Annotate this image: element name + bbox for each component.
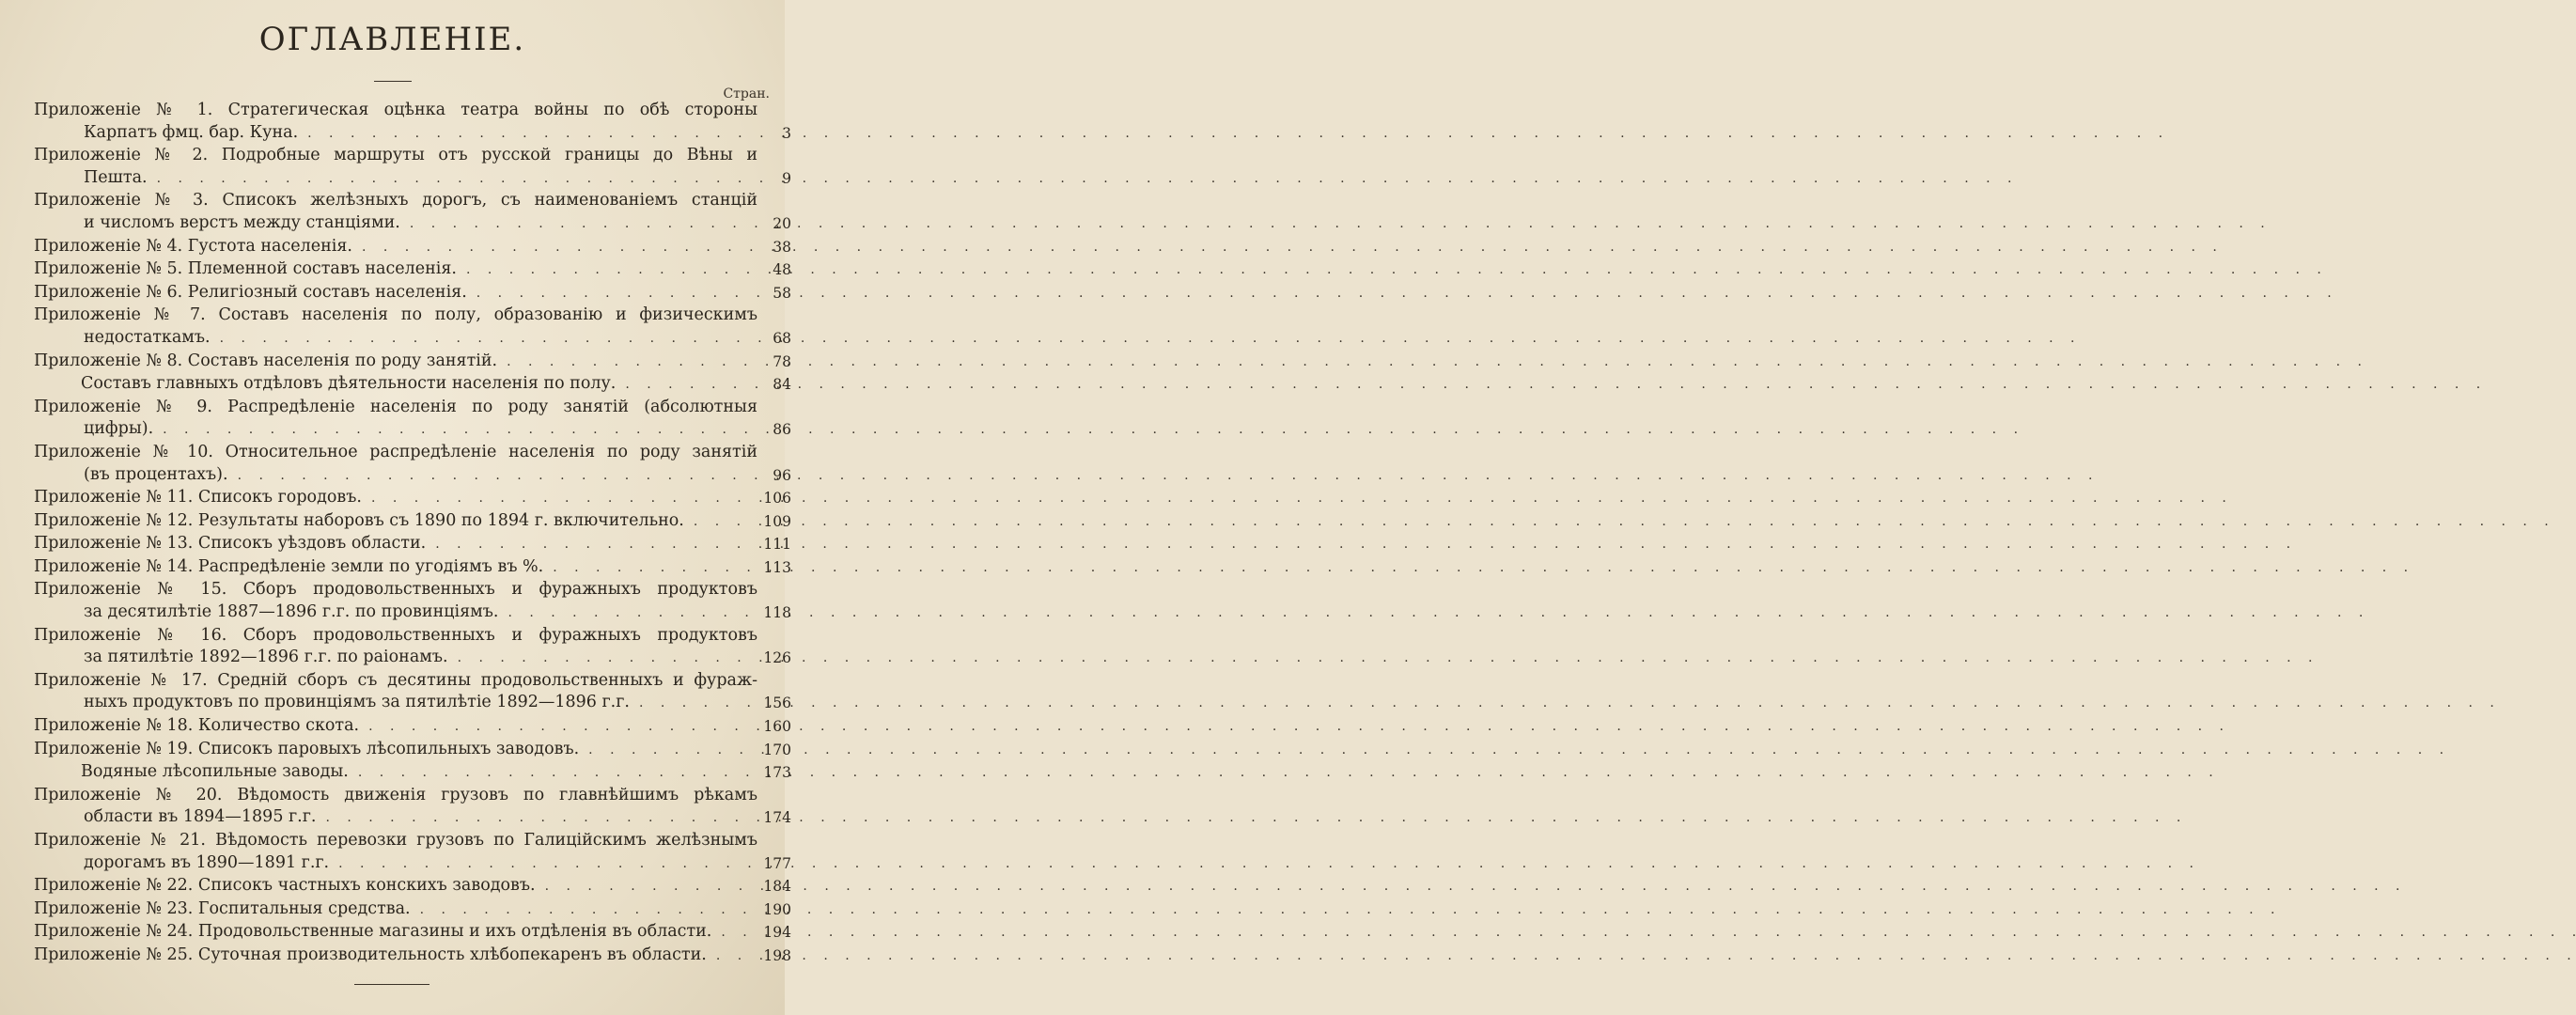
toc-entry-text: Приложеніе № 21. Вѣдомость перевозки грузовъ по Галиційскимъ желѣзнымъ	[34, 831, 757, 850]
toc-page-number: 173	[763, 764, 791, 782]
toc-entry-text: цифры).	[84, 419, 154, 439]
toc-entry-line	[34, 692, 757, 715]
dot-leader	[362, 237, 2217, 259]
dot-leader	[420, 899, 2275, 922]
toc-entry-text: Приложеніе № 23. Госпитальныя средства.	[34, 898, 411, 918]
toc-page-number: 106	[763, 490, 791, 508]
dot-leader	[307, 123, 2162, 146]
toc-entry-line	[34, 282, 757, 305]
toc-page-number: 177	[763, 854, 791, 872]
toc-entry-line	[34, 921, 757, 945]
dot-leader	[435, 534, 2290, 556]
toc-entry-line	[34, 647, 757, 670]
toc-entry-line	[34, 945, 757, 968]
toc-entry-line	[34, 442, 757, 464]
toc-entry-text: Приложеніе № 10. Относительное распредѣленіе населенія по роду занятій	[34, 442, 757, 461]
toc-entry-text: Приложеніе № 18. Количество скота.	[34, 716, 360, 736]
toc-entry	[34, 510, 791, 534]
toc-entry-text: Приложеніе № 19. Списокъ паровыхъ лѣсопильныхъ заводовъ.	[34, 739, 580, 758]
page-column-header: Стран.	[723, 86, 770, 102]
dot-leader	[721, 922, 2576, 945]
toc-entry-line	[34, 100, 757, 122]
toc-entry	[34, 739, 791, 762]
toc-entry-text: дорогамъ въ 1890—1891 г.г.	[84, 852, 330, 872]
toc-entry-line	[34, 304, 757, 327]
toc-entry-line	[34, 875, 757, 898]
toc-page-number: 190	[763, 900, 791, 918]
toc-page-number: 86	[773, 421, 791, 439]
dot-leader	[588, 740, 2443, 762]
dot-leader	[163, 419, 2018, 442]
toc-entry-line	[34, 145, 757, 167]
toc-entry-text: Приложеніе № 6. Религіозный составъ населенія.	[34, 282, 467, 302]
dot-leader	[458, 648, 2313, 670]
toc-entry-text: за десятилѣтіе 1887—1896 г.г. по провинціямъ.	[84, 602, 499, 622]
toc-entry-line	[34, 830, 757, 852]
toc-entry-line	[34, 715, 757, 739]
toc-entry-line	[34, 601, 757, 625]
toc-entry-text: Приложеніе № 20. Вѣдомость движенія грузовъ по главнѣйшимъ рѣкамъ	[34, 785, 757, 804]
toc-entry-line	[34, 739, 757, 762]
toc-page-number: 174	[763, 809, 791, 827]
toc-entry-text: Приложеніе № 13. Списокъ уѣздовъ области.	[34, 534, 427, 554]
dot-leader	[553, 557, 2408, 580]
toc-entry-line	[34, 761, 757, 785]
toc-entry-line	[34, 236, 757, 259]
toc-entry-text: Приложеніе № 12. Результаты наборовъ съ 1890 по 1894 г. включительно.	[34, 510, 684, 530]
dot-leader	[716, 945, 2571, 968]
toc-entry-line	[34, 852, 757, 876]
dot-leader	[639, 693, 2494, 715]
toc-entry-text: (въ процентахъ).	[84, 464, 228, 484]
toc-page-number: 78	[773, 352, 791, 370]
toc-entry-text: Приложеніе № 16. Сборъ продовольственныхъ и фуражныхъ продуктовъ	[34, 625, 757, 645]
page-title: ОГЛАВЛЕНІЕ.	[258, 21, 526, 58]
book-page	[0, 0, 791, 1015]
toc-page-number: 109	[763, 512, 791, 530]
toc-entry	[34, 556, 791, 580]
toc-entry-text: Приложеніе № 7. Составъ населенія по полу, образованію и физическимъ	[34, 305, 757, 325]
dot-leader	[476, 283, 2332, 305]
toc-entry	[34, 875, 791, 898]
toc-entry-line	[34, 327, 757, 351]
dot-leader	[238, 465, 2093, 488]
toc-page-number: 38	[773, 238, 791, 256]
toc-entry	[34, 397, 791, 442]
toc-page-number: 111	[763, 536, 791, 554]
toc-entry-line	[34, 898, 757, 922]
toc-entry-line	[34, 397, 757, 419]
toc-entry-text: недостаткамъ.	[84, 327, 211, 347]
toc-entry-text: Приложеніе № 25. Суточная производительность хлѣбопекаренъ въ области.	[34, 945, 707, 964]
toc-entry	[34, 945, 791, 968]
toc-entry	[34, 258, 791, 282]
toc-entry	[34, 373, 791, 397]
toc-page-number: 68	[773, 329, 791, 347]
toc-entry-line	[34, 625, 757, 648]
toc-entry	[34, 785, 791, 830]
toc-page-number: 3	[782, 124, 791, 142]
bottom-rule	[354, 984, 429, 985]
toc-entry	[34, 487, 791, 510]
toc-entry-text: Приложеніе № 9. Распредѣленіе населенія по роду занятій (абсолютныя	[34, 397, 757, 416]
dot-leader	[694, 511, 2549, 534]
toc-entry	[34, 715, 791, 739]
toc-entry	[34, 625, 791, 670]
toc-entry-line	[34, 373, 757, 397]
toc-page-number: 184	[763, 878, 791, 896]
dot-leader	[545, 876, 2400, 898]
toc-entry-line	[34, 418, 757, 442]
dot-leader	[371, 488, 2226, 510]
toc-page-number: 126	[763, 649, 791, 667]
toc-entry-text: ныхъ продуктовъ по провинціямъ за пятилѣтіе 1892—1896 г.г.	[84, 693, 630, 712]
toc-entry-line	[34, 510, 757, 534]
toc-entry	[34, 100, 791, 145]
toc-entry-text: Приложеніе № 15. Сборъ продовольственныхъ и фуражныхъ продуктовъ	[34, 580, 757, 600]
toc-entry-line	[34, 806, 757, 830]
toc-entry-text: Приложеніе № 17. Средній сборъ съ десятины продовольственныхъ и фураж-	[34, 670, 757, 690]
toc-entry	[34, 533, 791, 556]
toc-page-number: 118	[763, 604, 791, 622]
toc-page-number: 113	[763, 558, 791, 576]
toc-entry-text: области въ 1894—1895 г.г.	[84, 807, 317, 827]
toc-entry-text: Пешта.	[84, 167, 148, 187]
toc-entry-line	[34, 351, 757, 374]
toc-page-number: 194	[763, 924, 791, 942]
toc-entry-line	[34, 190, 757, 212]
toc-page-number: 20	[773, 214, 791, 232]
toc-page-number: 170	[763, 741, 791, 758]
toc-page-number: 198	[763, 946, 791, 964]
toc-entry	[34, 190, 791, 235]
toc-entry-line	[34, 670, 757, 693]
toc-entry-text: за пятилѣтіе 1892—1896 г.г. по раіонамъ.	[84, 648, 448, 667]
toc-entry-line	[34, 212, 757, 236]
toc-entry	[34, 579, 791, 624]
toc-page-number: 48	[773, 261, 791, 279]
dot-leader	[325, 807, 2180, 830]
toc-entry-text: Приложеніе № 4. Густота населенія.	[34, 236, 352, 256]
toc-entry	[34, 236, 791, 259]
dot-leader	[338, 853, 2194, 876]
toc-page-number: 96	[773, 466, 791, 484]
dot-leader	[157, 168, 2012, 191]
toc-entry-line	[34, 464, 757, 488]
toc-entry	[34, 761, 791, 785]
toc-entry-line	[34, 167, 757, 191]
toc-page-number: 9	[782, 169, 791, 187]
dot-leader	[466, 259, 2321, 282]
toc-entry	[34, 670, 791, 715]
table-of-contents	[34, 100, 791, 968]
dot-leader	[368, 716, 2224, 739]
toc-entry-text: Составъ главныхъ отдѣловъ дѣятельности населенія по полу.	[81, 374, 617, 394]
toc-entry	[34, 921, 791, 945]
toc-entry	[34, 442, 791, 487]
toc-entry	[34, 145, 791, 190]
toc-entry-line	[34, 556, 757, 580]
toc-entry-line	[34, 487, 757, 510]
toc-entry-text: Приложеніе № 8. Составъ населенія по роду занятій.	[34, 351, 498, 370]
dot-leader	[220, 328, 2075, 351]
toc-entry-line	[34, 122, 757, 146]
toc-entry-text: Приложеніе № 1. Стратегическая оцѣнка театра войны по обѣ стороны	[34, 101, 757, 119]
dot-leader	[358, 762, 2213, 785]
toc-entry-text: Приложеніе № 22. Списокъ частныхъ конскихъ заводовъ.	[34, 876, 536, 896]
toc-entry	[34, 282, 791, 305]
toc-entry-text: Приложеніе № 2. Подробные маршруты отъ русской границы до Вѣны и	[34, 146, 757, 165]
toc-entry-line	[34, 533, 757, 556]
title-rule	[374, 81, 412, 82]
toc-entry-text: Карпатъ фмц. бар. Куна.	[84, 122, 299, 142]
dot-leader	[410, 213, 2265, 236]
toc-entry-text: Приложеніе № 11. Списокъ городовъ.	[34, 488, 362, 508]
toc-page-number: 58	[773, 284, 791, 302]
toc-entry-text: Водяные лѣсопильные заводы.	[81, 762, 349, 782]
toc-entry-line	[34, 258, 757, 282]
toc-entry-line	[34, 579, 757, 601]
toc-entry-text: Приложеніе № 14. Распредѣленіе земли по угодіямъ въ %.	[34, 556, 544, 576]
toc-entry	[34, 898, 791, 922]
toc-page-number: 84	[773, 376, 791, 394]
toc-page-number: 156	[763, 695, 791, 712]
toc-entry-text: Приложеніе № 5. Племенной составъ населенія.	[34, 259, 457, 279]
toc-entry-text: Приложеніе № 24. Продовольственные магазины и ихъ отдѣленія въ области.	[34, 922, 712, 942]
toc-entry	[34, 351, 791, 374]
toc-entry-text: Приложеніе № 3. Списокъ желѣзныхъ дорогъ, съ наименованіемъ станцій	[34, 191, 757, 211]
dot-leader	[625, 374, 2480, 397]
toc-entry-line	[34, 785, 757, 807]
toc-entry	[34, 304, 791, 350]
toc-entry	[34, 830, 791, 875]
toc-page-number: 160	[763, 718, 791, 736]
toc-entry-text: и числомъ верстъ между станціями.	[84, 212, 400, 232]
